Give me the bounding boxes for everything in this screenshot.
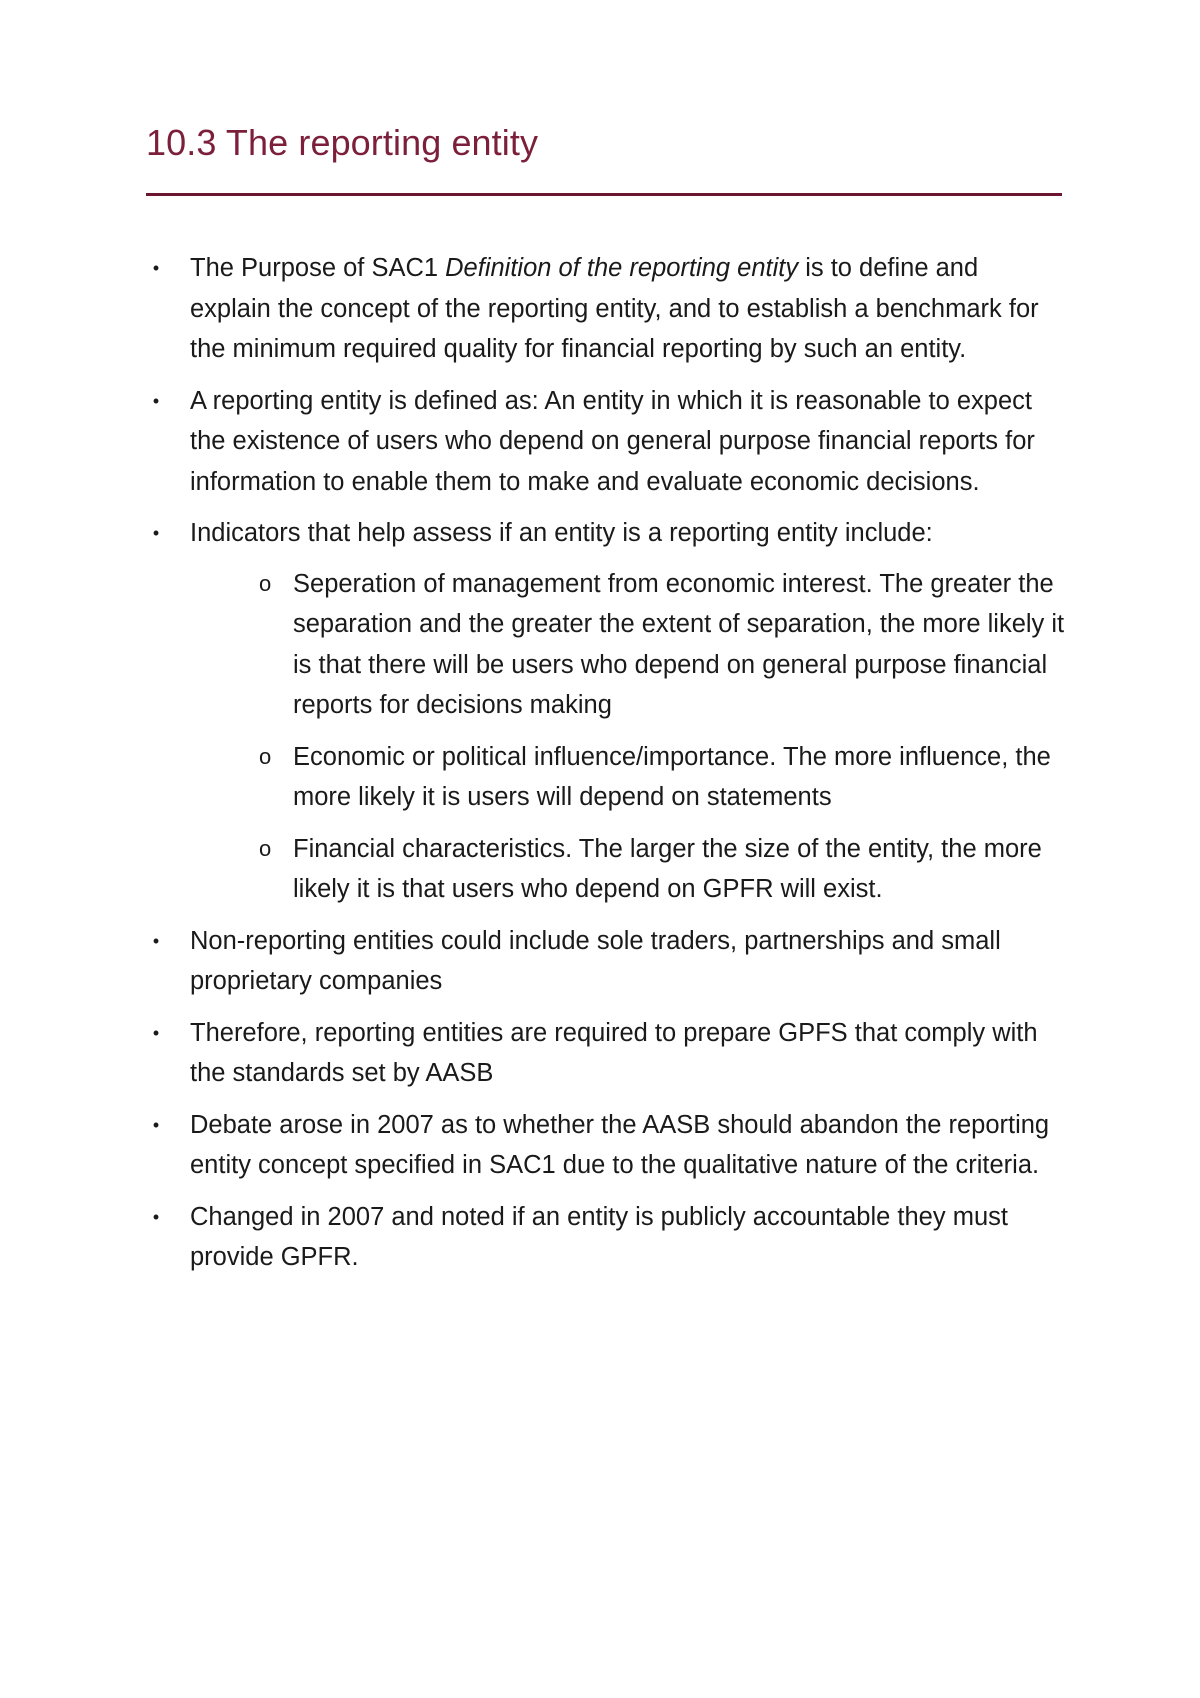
sub-list-item-text: Economic or political influence/importance. The more influence, the more likely it is users will depend on statements <box>293 742 1051 811</box>
sub-list <box>190 564 1066 910</box>
sub-bullet-marker: o <box>259 570 272 596</box>
sub-bullet-marker: o <box>259 835 272 861</box>
list-item-text: Indicators that help assess if an entity is a reporting entity include: <box>190 519 933 547</box>
list-item <box>146 1013 1066 1094</box>
list-item <box>146 1105 1066 1186</box>
bullet-marker: • <box>152 1022 160 1043</box>
bullet-marker: • <box>152 390 160 411</box>
list-item-text-start: The Purpose of SAC1 <box>190 254 446 282</box>
bullet-marker: • <box>152 1206 160 1227</box>
document-body <box>146 248 1066 1289</box>
list-item-text-end: is to define and explain the concept of the reporting entity, and to establish a benchmark for the minimum required quality for financial reporting by such an entity. <box>190 254 1039 363</box>
list-item <box>146 248 1066 370</box>
sub-list-item-text: Financial characteristics. The larger the size of the entity, the more likely it is that users who depend on GPFR will exist. <box>293 834 1042 903</box>
bullet-marker: • <box>152 1114 160 1135</box>
sub-list-item <box>190 829 1066 910</box>
bullet-marker: • <box>152 930 160 951</box>
list-item-text: Therefore, reporting entities are required to prepare GPFS that comply with the standards set by AASB <box>190 1018 1038 1087</box>
section-heading: 10.3 The reporting entity <box>146 122 539 163</box>
sub-list-item <box>190 564 1066 726</box>
sub-list-item <box>190 737 1066 818</box>
list-item-text: Changed in 2007 and noted if an entity is publicly accountable they must provide GPFR. <box>190 1202 1008 1271</box>
list-item <box>146 513 1066 910</box>
sub-bullet-marker: o <box>259 743 272 769</box>
list-item <box>146 381 1066 503</box>
bullet-marker: • <box>152 258 160 278</box>
sub-list-item-text: Seperation of management from economic interest. The greater the separation and the greater the extent of separation, the more likely it is that there will be users who depend on general purpose financial reports for decisions making <box>293 569 1065 719</box>
list-item-text: Debate arose in 2007 as to whether the AASB should abandon the reporting entity concept specified in SAC1 due to the qualitative nature of the criteria. <box>190 1110 1050 1179</box>
standard-title: Definition of the reporting entity <box>445 254 799 282</box>
bullet-marker: • <box>152 523 160 543</box>
bullet-list <box>146 248 1066 1278</box>
heading-divider <box>146 193 1062 196</box>
list-item-text: A reporting entity is defined as: An entity in which it is reasonable to expect the existence of users who depend on general purpose financial reports for information to enable them to make and evaluate economic decisions. <box>190 386 1035 496</box>
list-item <box>146 1197 1066 1278</box>
list-item <box>146 921 1066 1002</box>
list-item-text: Non-reporting entities could include sole traders, partnerships and small proprietary companies <box>190 926 1001 995</box>
